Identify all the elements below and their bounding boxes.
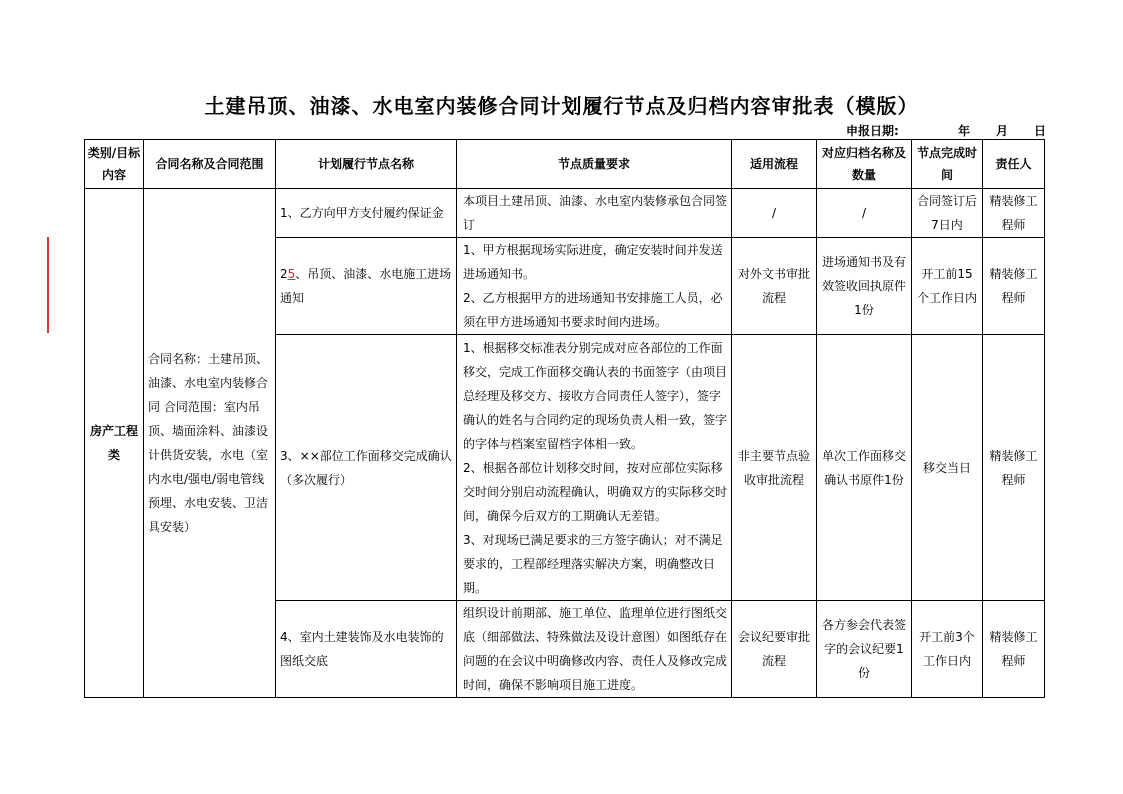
revision-margin-bar	[47, 237, 49, 333]
quality-line: 1、甲方根据现场实际进度，确定安装时间并发送进场通知书。	[463, 243, 723, 281]
header-quality: 节点质量要求	[457, 140, 732, 189]
quality-line: 2、根据各部位计划移交时间，按对应部位实际移交时间分别启动流程确认，明确双方的实际移交时间，确保今后双方的工期确认无差错。	[463, 460, 728, 523]
deadline-cell: 开工前15个工作日内	[912, 238, 983, 335]
node-name-cell: 4、室内土建装饰及水电装饰的图纸交底	[276, 601, 457, 698]
process-cell: /	[732, 189, 817, 238]
header-deadline: 节点完成时间	[912, 140, 983, 189]
process-cell: 非主要节点验收审批流程	[732, 335, 817, 601]
report-date-year: 年	[957, 124, 970, 138]
archive-cell: 进场通知书及有效签收回执原件1份	[817, 238, 912, 335]
report-date-day: 日	[1033, 124, 1046, 138]
process-cell: 会议纪要审批流程	[732, 601, 817, 698]
revision-mark: 5	[287, 267, 296, 281]
owner-cell: 精装修工程师	[983, 238, 1045, 335]
header-owner: 责任人	[983, 140, 1045, 189]
node-text: 、吊顶、油漆、水电施工进场通知	[280, 267, 452, 305]
table-row	[85, 189, 1045, 238]
process-cell: 对外文书审批流程	[732, 238, 817, 335]
contract-info-cell: 合同名称：土建吊顶、油漆、水电室内装修合同 合同范围：室内吊顶、墙面涂料、油漆设计供货安装，水电（室内水电/强电/弱电管线预埋、水电安装、卫洁具安装）	[144, 189, 276, 698]
header-archive: 对应归档名称及数量	[817, 140, 912, 189]
report-date-label: 申报日期:	[846, 124, 899, 138]
document-title: 土建吊顶、油漆、水电室内装修合同计划履行节点及归档内容审批表（模版）	[204, 94, 919, 118]
quality-line: 2、乙方根据甲方的进场通知书安排施工人员，必须在甲方进场通知书要求时间内进场。	[463, 291, 723, 329]
archive-cell: /	[817, 189, 912, 238]
deadline-cell: 合同签订后7日内	[912, 189, 983, 238]
archive-cell: 单次工作面移交确认书原件1份	[817, 335, 912, 601]
quality-cell	[457, 238, 732, 335]
node-name-cell	[276, 238, 457, 335]
header-process: 适用流程	[732, 140, 817, 189]
quality-line: 1、根据移交标准表分别完成对应各部位的工作面移交，完成工作面移交确认表的书面签字（由项目总经理及移交方、接收方合同责任人签字），签字确认的姓名与合同约定的现场负责人相一致，签字的字体与档案室留档字体相一致。	[463, 340, 728, 451]
quality-line: 3、对现场已满足要求的三方签字确认；对不满足要求的，工程部经理落实解决方案，明确整改日期。	[463, 532, 723, 595]
owner-cell: 精装修工程师	[983, 335, 1045, 601]
report-date-month: 月	[995, 124, 1008, 138]
archive-cell: 各方参会代表签字的会议纪要1份	[817, 601, 912, 698]
quality-cell: 本项目土建吊顶、油漆、水电室内装修承包合同签订	[457, 189, 732, 238]
category-cell: 房产工程类	[85, 189, 144, 698]
quality-cell: 组织设计前期部、施工单位、监理单位进行图纸交底（细部做法、特殊做法及设计意图）如图纸存在问题的在会议中明确修改内容、责任人及修改完成时间，确保不影响项目施工进度。	[457, 601, 732, 698]
node-number: 2	[280, 267, 288, 281]
deadline-cell: 移交当日	[912, 335, 983, 601]
quality-cell	[457, 335, 732, 601]
report-date-line	[846, 122, 1046, 139]
table-header-row	[85, 140, 1045, 189]
header-contract: 合同名称及合同范围	[144, 140, 276, 189]
owner-cell: 精装修工程师	[983, 601, 1045, 698]
node-name-cell: 3、××部位工作面移交完成确认（多次履行）	[276, 335, 457, 601]
deadline-cell: 开工前3个工作日内	[912, 601, 983, 698]
header-node-name: 计划履行节点名称	[276, 140, 457, 189]
header-category: 类别/目标内容	[85, 140, 144, 189]
node-name-cell: 1、乙方向甲方支付履约保证金	[276, 189, 457, 238]
approval-table	[84, 139, 1045, 698]
owner-cell: 精装修工程师	[983, 189, 1045, 238]
